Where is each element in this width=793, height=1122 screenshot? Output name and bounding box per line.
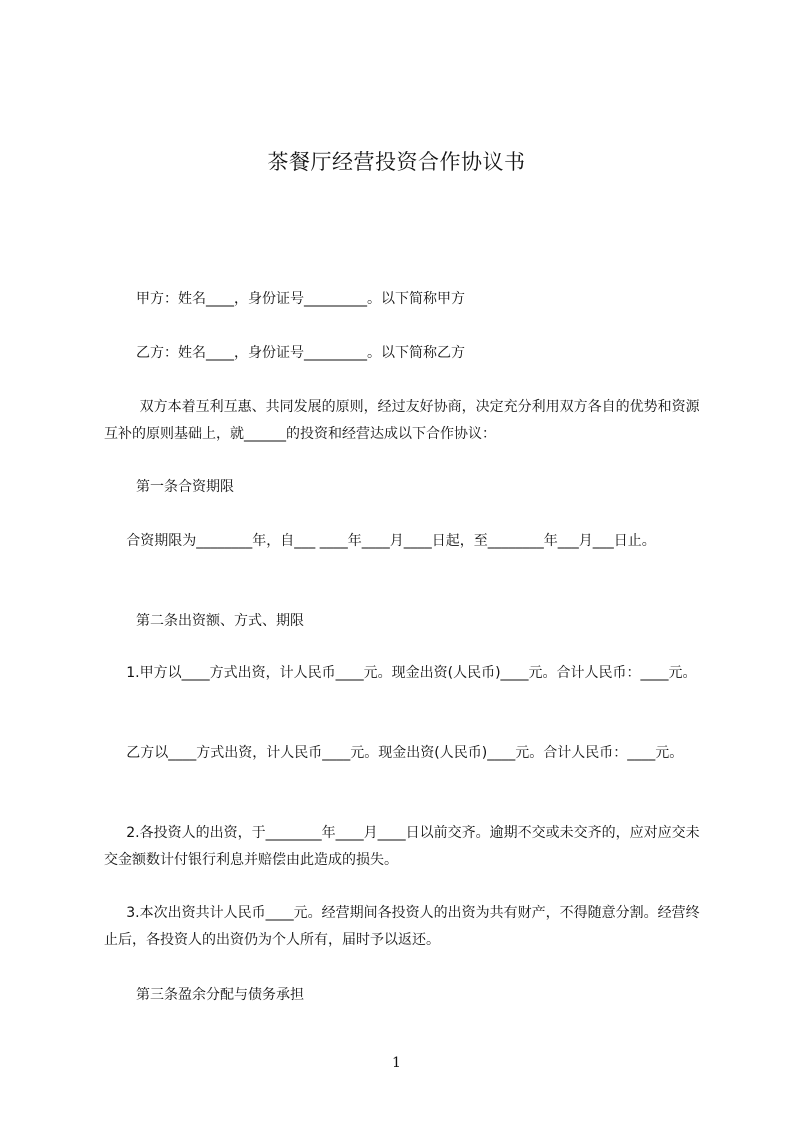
intro-paragraph: 双方本着互利互惠、共同发展的原则，经过友好协商，决定充分利用双方各自的优势和资源互补的原则基础上，就______的投资和经营达成以下合作协议： <box>104 399 700 442</box>
party-a-line: 甲方：姓名____，身份证号_________。以下简称甲方 <box>136 291 465 307</box>
party-b-line: 乙方：姓名____，身份证号_________。以下简称乙方 <box>136 345 465 361</box>
page-number: 1 <box>392 1055 401 1071</box>
article-1-paragraph: 合资期限为________年，自___ ____年____月____日起，至________年___月___日止。 <box>104 533 656 549</box>
article-3-heading: 第三条盈余分配与债务承担 <box>136 987 304 1003</box>
article-2-paragraph-1: 1.甲方以____方式出资，计人民币____元。现金出资(人民币)____元。合计人民币：____元。 <box>104 665 697 681</box>
article-2-heading: 第二条出资额、方式、期限 <box>136 613 304 629</box>
article-2-paragraph-4: 3.本次出资共计人民币____元。经营期间各投资人的出资为共有财产，不得随意分割。经营终止后，各投资人的出资仍为个人所有，届时予以返还。 <box>104 905 700 948</box>
article-2-paragraph-3: 2.各投资人的出资，于________年____月____日以前交齐。逾期不交或未交齐的，应对应交未交金额数计付银行利息并赔偿由此造成的损失。 <box>104 825 700 868</box>
document-title: 茶餐厅经营投资合作协议书 <box>267 150 526 174</box>
article-1-heading: 第一条合资期限 <box>136 479 234 495</box>
article-2-paragraph-2: 乙方以____方式出资，计人民币____元。现金出资(人民币)____元。合计人民币：____元。 <box>104 745 684 761</box>
